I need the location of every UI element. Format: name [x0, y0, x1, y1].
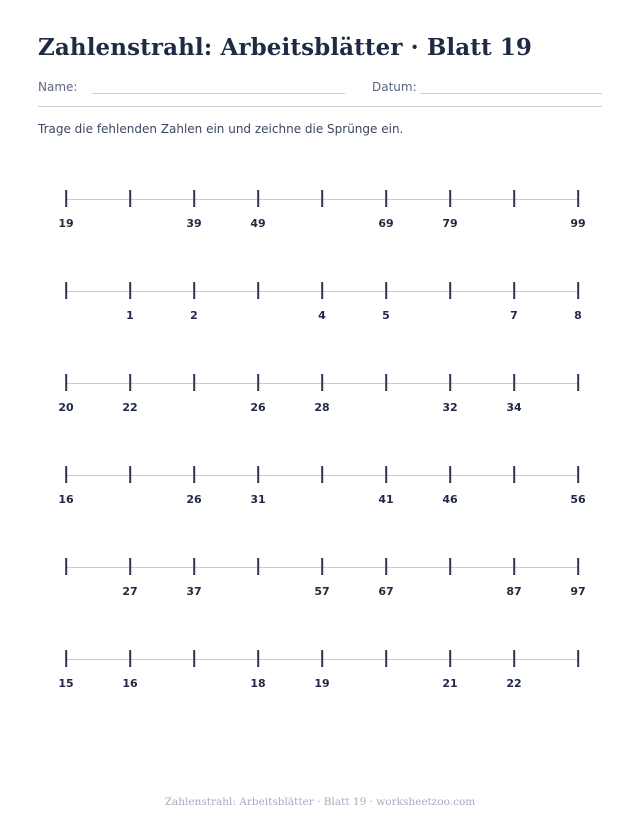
- number-line-label: 16: [58, 493, 74, 506]
- number-line-label: 8: [574, 309, 582, 322]
- number-line-tick: [65, 558, 67, 575]
- number-line-label: 97: [570, 585, 586, 598]
- number-line: [0, 190, 640, 230]
- number-line: [0, 466, 640, 506]
- number-line-tick: [513, 190, 515, 207]
- number-line-tick: [129, 466, 131, 483]
- date-label: Datum:: [372, 80, 417, 94]
- number-line-tick: [449, 282, 451, 299]
- name-field[interactable]: [92, 93, 345, 94]
- number-line-label: 16: [122, 677, 138, 690]
- number-line: [0, 650, 640, 690]
- number-line-tick: [321, 650, 323, 667]
- number-line-label: 26: [250, 401, 266, 414]
- number-line-label: 4: [318, 309, 326, 322]
- number-line-label: 69: [378, 217, 394, 230]
- number-line: [0, 558, 640, 598]
- number-line-label: 19: [314, 677, 330, 690]
- number-line-tick: [577, 282, 579, 299]
- footer-text: Zahlenstrahl: Arbeitsblätter · Blatt 19 · worksheetzoo.com: [164, 796, 476, 808]
- number-line-tick: [385, 374, 387, 391]
- number-line-tick: [129, 374, 131, 391]
- number-line-label: 41: [378, 493, 394, 506]
- number-line-tick: [513, 650, 515, 667]
- number-line-tick: [321, 466, 323, 483]
- number-line-tick: [577, 558, 579, 575]
- number-line-tick: [449, 558, 451, 575]
- number-line-label: 87: [506, 585, 522, 598]
- number-line-label: 99: [570, 217, 586, 230]
- number-line-label: 39: [186, 217, 202, 230]
- number-line-tick: [449, 190, 451, 207]
- number-line-tick: [193, 190, 195, 207]
- number-line-tick: [385, 650, 387, 667]
- number-line-tick: [513, 374, 515, 391]
- number-line-label: 19: [58, 217, 74, 230]
- number-line-label: 56: [570, 493, 586, 506]
- number-line-label: 1: [126, 309, 134, 322]
- number-line-tick: [449, 650, 451, 667]
- number-line-tick: [65, 282, 67, 299]
- number-line-label: 57: [314, 585, 330, 598]
- number-line-tick: [321, 282, 323, 299]
- name-label: Name:: [38, 80, 78, 94]
- number-line-tick: [449, 374, 451, 391]
- number-line-tick: [257, 282, 259, 299]
- number-line-label: 2: [190, 309, 198, 322]
- date-field[interactable]: [420, 93, 602, 94]
- number-line-tick: [257, 650, 259, 667]
- number-line-label: 7: [510, 309, 518, 322]
- number-line-tick: [257, 558, 259, 575]
- number-line-label: 46: [442, 493, 458, 506]
- number-line-tick: [129, 558, 131, 575]
- header-divider: [38, 106, 602, 107]
- number-line-tick: [257, 190, 259, 207]
- number-line-label: 26: [186, 493, 202, 506]
- number-line-tick: [193, 650, 195, 667]
- number-line-tick: [321, 558, 323, 575]
- number-line-label: 37: [186, 585, 202, 598]
- number-line-tick: [193, 374, 195, 391]
- number-line-tick: [193, 466, 195, 483]
- number-line-tick: [65, 650, 67, 667]
- number-line-label: 79: [442, 217, 458, 230]
- number-line-label: 5: [382, 309, 390, 322]
- number-line: [0, 374, 640, 414]
- number-line-tick: [385, 190, 387, 207]
- number-line-tick: [257, 374, 259, 391]
- number-line-label: 21: [442, 677, 458, 690]
- number-line-tick: [577, 190, 579, 207]
- number-line-tick: [193, 558, 195, 575]
- number-line-tick: [65, 466, 67, 483]
- number-line-tick: [449, 466, 451, 483]
- number-line-tick: [513, 466, 515, 483]
- number-line-tick: [385, 282, 387, 299]
- number-line-tick: [129, 190, 131, 207]
- number-line-tick: [577, 466, 579, 483]
- number-line-tick: [385, 558, 387, 575]
- number-line-label: 22: [506, 677, 522, 690]
- number-line-label: 20: [58, 401, 74, 414]
- number-line-label: 22: [122, 401, 138, 414]
- number-line-label: 15: [58, 677, 74, 690]
- number-line-tick: [577, 650, 579, 667]
- number-line-tick: [193, 282, 195, 299]
- number-line-label: 32: [442, 401, 458, 414]
- number-line-tick: [65, 374, 67, 391]
- number-line-tick: [129, 650, 131, 667]
- number-line-tick: [385, 466, 387, 483]
- number-line: [0, 282, 640, 322]
- number-line-tick: [321, 190, 323, 207]
- number-line-tick: [513, 558, 515, 575]
- number-line-label: 18: [250, 677, 266, 690]
- number-line-tick: [321, 374, 323, 391]
- number-line-tick: [257, 466, 259, 483]
- number-line-label: 27: [122, 585, 138, 598]
- number-line-tick: [65, 190, 67, 207]
- number-line-label: 31: [250, 493, 266, 506]
- number-line-tick: [129, 282, 131, 299]
- number-line-tick: [577, 374, 579, 391]
- number-line-label: 49: [250, 217, 266, 230]
- instruction-text: Trage die fehlenden Zahlen ein und zeichne die Sprünge ein.: [38, 122, 404, 136]
- number-line-tick: [513, 282, 515, 299]
- number-line-label: 34: [506, 401, 522, 414]
- number-line-label: 67: [378, 585, 394, 598]
- page-title: Zahlenstrahl: Arbeitsblätter · Blatt 19: [38, 34, 533, 61]
- number-line-label: 28: [314, 401, 330, 414]
